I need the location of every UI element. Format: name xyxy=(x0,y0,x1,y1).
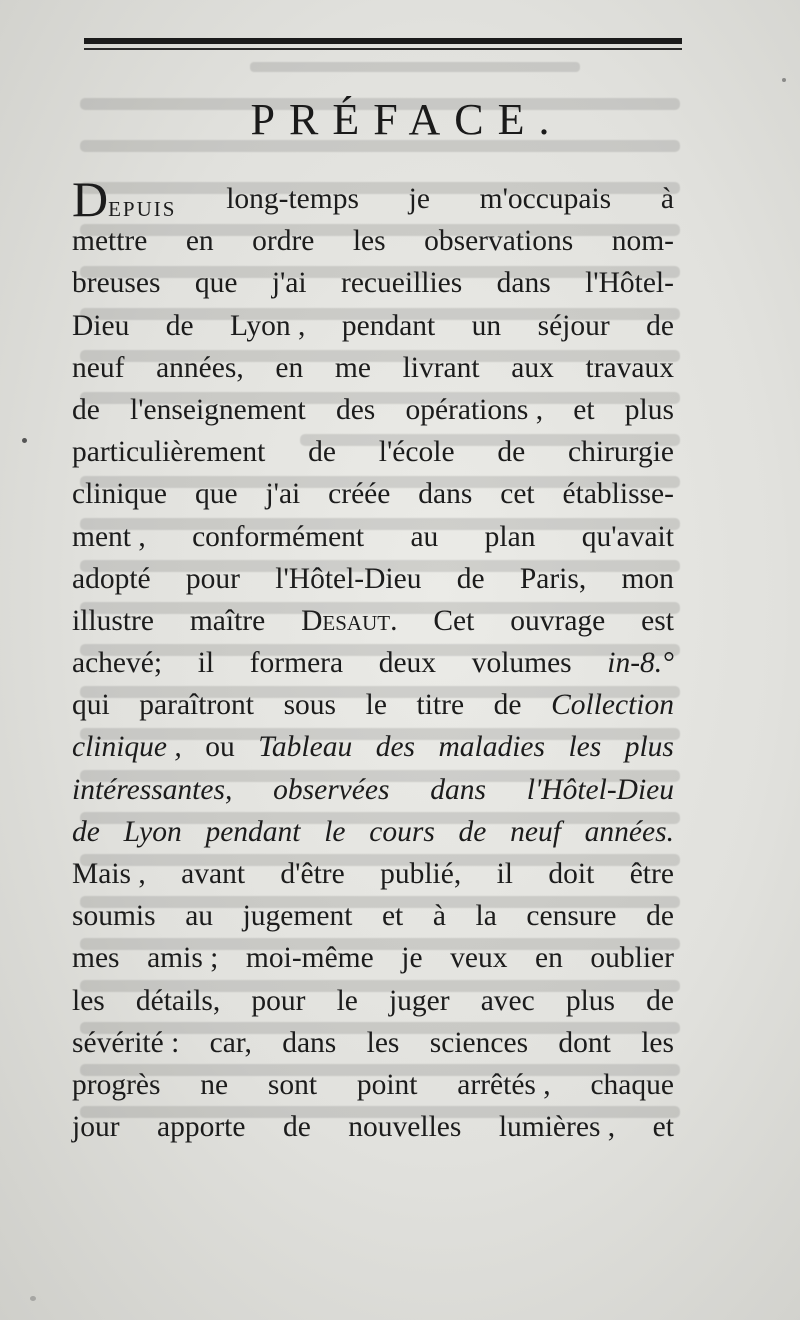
word: en xyxy=(535,942,563,975)
word: les xyxy=(641,1026,674,1059)
word: de xyxy=(282,1111,311,1144)
word: plan xyxy=(484,520,536,553)
text-line xyxy=(72,171,674,227)
word: de xyxy=(458,815,487,848)
word: chaque xyxy=(590,1068,674,1101)
word: et xyxy=(652,1111,674,1144)
word: opérations , xyxy=(405,393,544,426)
text-line xyxy=(72,1064,674,1106)
word: point xyxy=(356,1068,418,1101)
word: sont xyxy=(267,1068,318,1101)
text-line xyxy=(72,642,674,684)
word: ouvrage xyxy=(510,604,606,637)
word: formera xyxy=(249,647,344,680)
ink-speck xyxy=(782,78,786,82)
word: Tableau xyxy=(258,731,353,764)
text-line xyxy=(72,811,674,853)
word: à xyxy=(660,183,674,215)
word: nouvelles xyxy=(348,1111,462,1144)
word: Dieu xyxy=(72,309,130,342)
word: la xyxy=(475,900,497,933)
word: chirurgie xyxy=(568,436,674,469)
word: neuf xyxy=(72,351,125,384)
word: des xyxy=(335,393,376,426)
word: travaux xyxy=(585,351,674,384)
word: être xyxy=(629,858,674,890)
word: censure xyxy=(526,900,617,933)
word: l'Hôtel- xyxy=(585,267,674,300)
word: Cet xyxy=(433,604,475,637)
word: les xyxy=(568,731,602,764)
word: mettre xyxy=(72,225,148,258)
word: Lyon , xyxy=(230,309,306,342)
word: publié, xyxy=(380,858,462,890)
word: de xyxy=(646,984,674,1017)
text-line xyxy=(72,1022,674,1064)
word: recueillies xyxy=(341,267,463,300)
word: cours xyxy=(369,815,435,848)
word: dans xyxy=(430,773,486,806)
word: années. xyxy=(584,815,674,848)
word: il xyxy=(197,647,215,680)
text-line xyxy=(72,684,674,726)
word: m'occupais xyxy=(479,183,612,215)
word: Mais , xyxy=(72,858,146,890)
word: sous xyxy=(283,689,337,722)
text-line xyxy=(72,769,674,811)
word: sévérité : xyxy=(72,1026,180,1059)
word: mon xyxy=(621,562,674,595)
word: je xyxy=(401,942,423,975)
word: progrès xyxy=(72,1068,161,1101)
word: établisse- xyxy=(562,478,674,511)
word: intéressantes, xyxy=(72,773,233,806)
word: ment , xyxy=(72,520,146,553)
word: conformément xyxy=(192,520,365,553)
word: un xyxy=(471,309,502,342)
word: créée xyxy=(328,478,391,511)
word: me xyxy=(334,351,371,384)
word: et xyxy=(573,393,595,426)
text-line xyxy=(72,895,674,937)
word: au xyxy=(185,900,214,933)
word: jour xyxy=(72,1111,120,1144)
word: plus xyxy=(624,731,674,764)
header-rule-thin xyxy=(84,48,682,50)
word: moi-même xyxy=(245,942,374,975)
word: Paris, xyxy=(519,562,587,595)
text-line xyxy=(72,347,674,389)
word: juger xyxy=(388,984,450,1017)
word: j'ai xyxy=(265,478,301,511)
word: que xyxy=(194,478,238,511)
word: livrant xyxy=(402,351,480,384)
word: adopté xyxy=(72,562,151,595)
word: j'ai xyxy=(271,267,307,300)
word: avec xyxy=(480,984,535,1017)
word: des xyxy=(375,731,416,764)
word: en xyxy=(185,225,214,258)
word: Lyon xyxy=(123,815,182,848)
word: les xyxy=(352,225,386,258)
word: de xyxy=(72,815,100,848)
word: Collection xyxy=(551,689,674,722)
word: de xyxy=(646,309,674,342)
word: volumes xyxy=(471,647,572,680)
word: est xyxy=(641,604,674,637)
word: en xyxy=(275,351,304,384)
word: de xyxy=(165,309,194,342)
word: l'enseignement xyxy=(130,393,306,426)
word: de xyxy=(493,689,522,722)
text-line xyxy=(72,431,674,473)
word: de xyxy=(72,393,100,426)
word: doit xyxy=(548,858,595,890)
word: à xyxy=(432,900,446,933)
word: pour xyxy=(185,562,240,595)
opening-word: Depuis xyxy=(72,171,177,227)
word: pour xyxy=(251,984,306,1017)
word: et xyxy=(381,900,404,933)
word: Desaut. xyxy=(301,604,398,637)
ink-speck xyxy=(22,438,27,443)
text-line xyxy=(72,1106,674,1148)
word: jugement xyxy=(242,900,353,933)
word: apporte xyxy=(157,1111,246,1144)
word: breuses xyxy=(72,267,161,300)
word: arrêtés , xyxy=(457,1068,551,1101)
word: long-temps xyxy=(226,183,359,215)
word: observations xyxy=(424,225,574,258)
word: sciences xyxy=(429,1026,529,1059)
text-line xyxy=(72,980,674,1022)
word: qui xyxy=(72,689,110,722)
word: d'être xyxy=(280,858,345,890)
word: car, xyxy=(209,1026,252,1059)
word: deux xyxy=(378,647,437,680)
page-title: PRÉFACE. xyxy=(250,95,564,144)
word: dans xyxy=(496,267,551,300)
word: plus xyxy=(624,393,674,426)
word: années, xyxy=(156,351,244,384)
word: les xyxy=(72,984,105,1017)
word: maître xyxy=(189,604,266,637)
word: de xyxy=(456,562,485,595)
word: paraîtront xyxy=(139,689,254,722)
text-line xyxy=(72,262,674,304)
word: dans xyxy=(418,478,473,511)
word: lumières , xyxy=(498,1111,616,1144)
word: in-8.° xyxy=(607,647,674,680)
word: observées xyxy=(273,773,390,806)
word: maladies xyxy=(438,731,546,764)
text-line xyxy=(72,558,674,600)
text-line xyxy=(72,853,674,895)
word: amis ; xyxy=(147,942,219,975)
word: cet xyxy=(500,478,535,511)
word: dans xyxy=(282,1026,337,1059)
word: clinique xyxy=(72,478,168,511)
word: le xyxy=(365,689,387,722)
word: achevé; xyxy=(72,647,163,680)
text-line xyxy=(72,305,674,347)
word: neuf xyxy=(510,815,561,848)
word: pendant xyxy=(205,815,301,848)
word: nom- xyxy=(611,225,674,258)
word: de xyxy=(497,436,526,469)
word: le xyxy=(336,984,358,1017)
word: l'Hôtel-Dieu xyxy=(526,773,674,806)
word: clinique , xyxy=(72,731,182,764)
word: soumis xyxy=(72,900,156,933)
word: titre xyxy=(416,689,465,722)
word: l'Hôtel-Dieu xyxy=(275,562,422,595)
word: que xyxy=(194,267,238,300)
word: il xyxy=(496,858,514,890)
word: les xyxy=(366,1026,400,1059)
text-line xyxy=(72,937,674,979)
word: de xyxy=(646,900,674,933)
text-line xyxy=(72,600,674,642)
word: ou xyxy=(205,731,235,764)
word: séjour xyxy=(537,309,610,342)
ink-speck xyxy=(30,1296,36,1301)
word: ne xyxy=(200,1068,229,1101)
word: détails, xyxy=(135,984,221,1017)
text-line xyxy=(72,473,674,515)
word: dont xyxy=(558,1026,611,1059)
text-line xyxy=(72,389,674,431)
preface-body xyxy=(72,171,674,1148)
word: plus xyxy=(565,984,616,1017)
word: aux xyxy=(511,351,554,384)
word: pendant xyxy=(341,309,436,342)
word: avant xyxy=(181,858,246,890)
word: je xyxy=(408,183,430,215)
word: ordre xyxy=(252,225,315,258)
word: de xyxy=(308,436,336,469)
text-line xyxy=(72,516,674,558)
text-line xyxy=(72,220,674,262)
word: illustre xyxy=(72,604,154,637)
text-line xyxy=(72,726,674,768)
word: oublier xyxy=(590,942,674,975)
header-double-rule xyxy=(84,38,682,52)
word: le xyxy=(324,815,346,848)
header-rule-thick xyxy=(84,38,682,44)
word: au xyxy=(410,520,439,553)
word: veux xyxy=(450,942,508,975)
word: mes xyxy=(72,942,120,975)
word: particulièrement xyxy=(72,436,266,469)
word: l'école xyxy=(378,436,455,469)
word: qu'avait xyxy=(581,520,674,553)
